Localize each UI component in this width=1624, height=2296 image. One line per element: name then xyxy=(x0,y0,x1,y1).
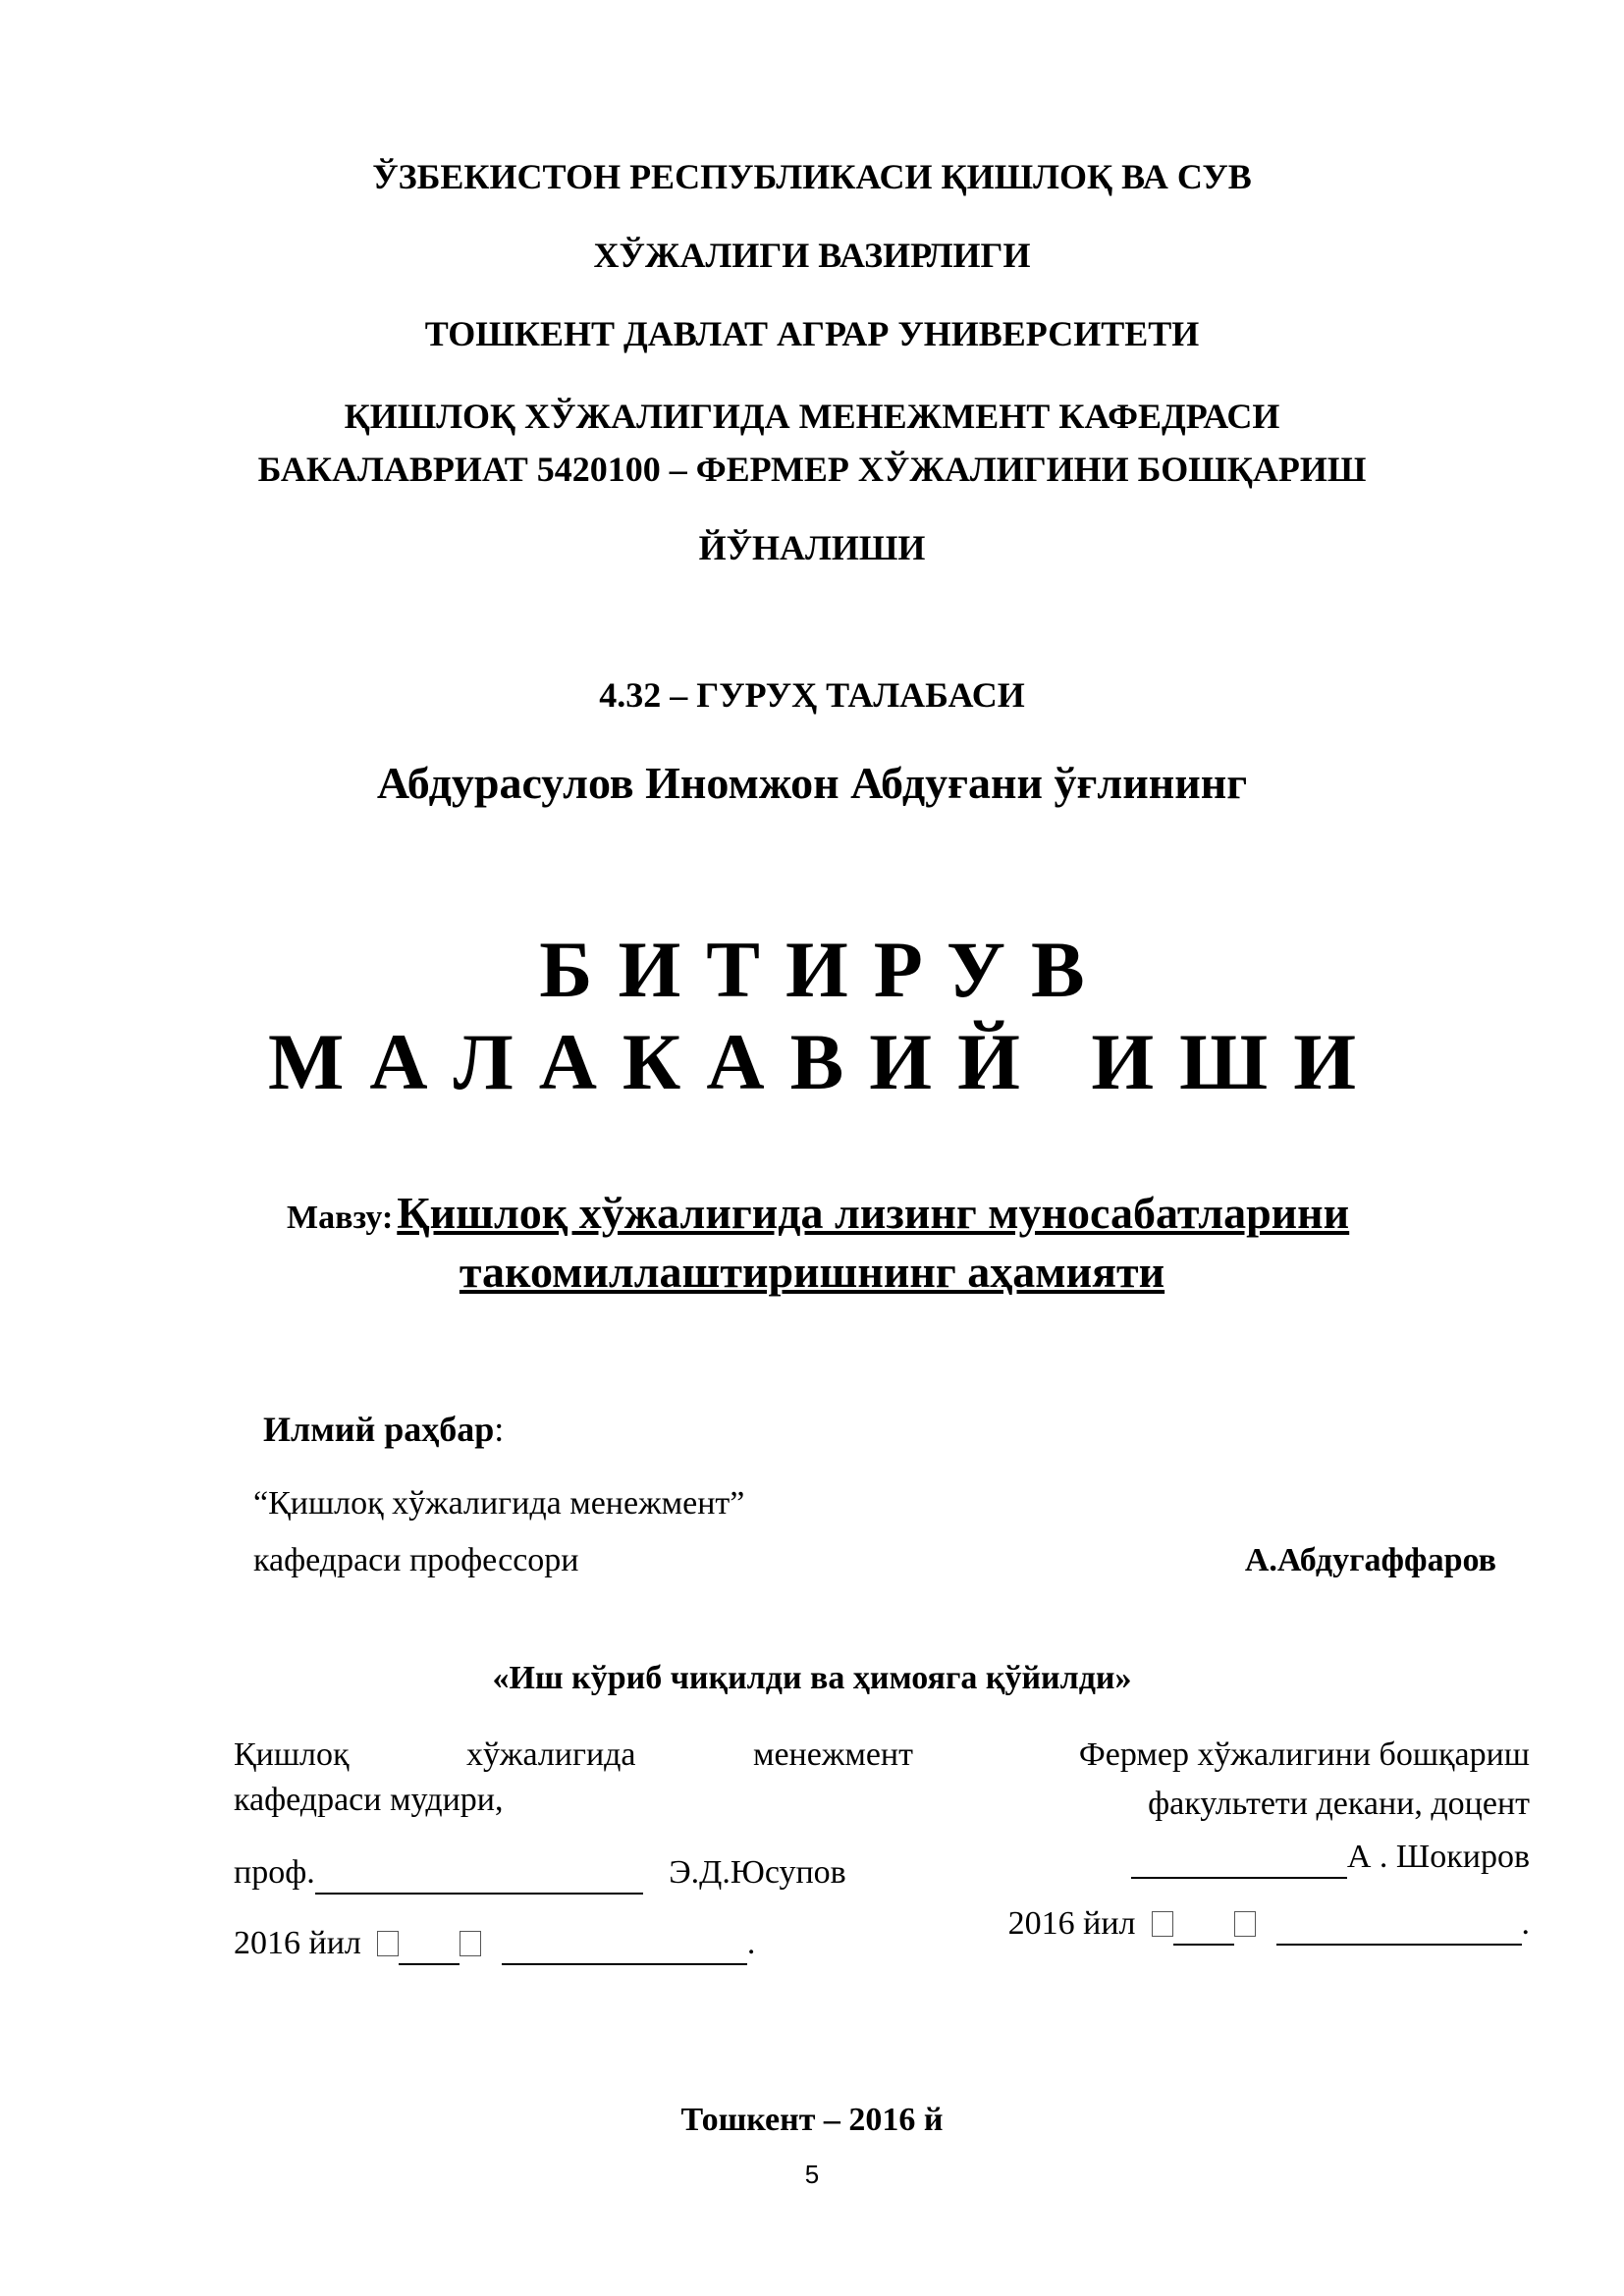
left-word-2: хўжалигида xyxy=(465,1736,636,1773)
thesis-title-line-1: БИТИРУВ xyxy=(539,925,1110,1014)
left-period: . xyxy=(746,1925,756,1961)
left-month-blank xyxy=(502,1924,747,1965)
topic-label: Мавзу xyxy=(287,1200,382,1236)
supervisor-dept-line-2: кафедраси профессори xyxy=(253,1542,579,1578)
right-open-quote-box xyxy=(1152,1911,1173,1937)
right-year: 2016 йил xyxy=(1007,1905,1136,1942)
topic-line-2 xyxy=(0,1245,1624,1310)
supervisor-heading xyxy=(263,1408,504,1451)
right-signature-blank xyxy=(1131,1838,1347,1879)
left-year: 2016 йил xyxy=(234,1925,361,1961)
left-approval-line-2: кафедраси мудири, xyxy=(234,1782,504,1818)
supervisor-name: А.Абдугаффаров xyxy=(1244,1542,1496,1578)
program-direction: ЙЎНАЛИШИ xyxy=(698,528,926,567)
right-close-quote-box xyxy=(1234,1911,1256,1937)
supervisor-label: Илмий раҳбар xyxy=(263,1410,495,1449)
left-signer-name: Э.Д.Юсупов xyxy=(669,1854,846,1891)
left-open-quote-box xyxy=(377,1931,399,1956)
left-day-blank xyxy=(399,1924,460,1965)
left-approval-line-1 xyxy=(234,1735,913,1775)
right-month-blank xyxy=(1276,1904,1522,1946)
page-number: 5 xyxy=(804,2160,820,2189)
left-close-quote-box xyxy=(460,1931,481,1956)
right-date-line xyxy=(1008,1904,1530,1946)
topic-text-1: Қишлоқ хўжалигида лизинг муносабатларини xyxy=(397,1188,1350,1238)
group-label: 4.32 – ГУРУҲ ТАЛАБАСИ xyxy=(599,675,1025,715)
right-day-blank xyxy=(1173,1904,1234,1946)
department-name: ҚИШЛОҚ ХЎЖАЛИГИДА МЕНЕЖМЕНТ КАФЕДРАСИ xyxy=(344,397,1280,436)
ministry-line-2: ХЎЖАЛИГИ ВАЗИРЛИГИ xyxy=(593,236,1031,275)
left-date-line xyxy=(234,1924,755,1965)
right-approval-line-2: факультети декани, доцент xyxy=(1148,1786,1530,1822)
right-approval-line-1: Фермер хўжалигини бошқариш xyxy=(1078,1736,1530,1773)
left-signature-line xyxy=(234,1853,846,1895)
city-year: Тошкент – 2016 й xyxy=(680,2102,944,2138)
supervisor-colon: : xyxy=(494,1410,505,1449)
university-name: ТОШКЕНТ ДАВЛАТ АГРАР УНИВЕРСИТЕТИ xyxy=(424,314,1200,353)
student-name: Абдурасулов Иномжон Абдуғани ўғлининг xyxy=(376,758,1248,808)
left-word-1: Қишлоқ xyxy=(234,1736,350,1773)
topic-text-2: такомиллаштиришнинг аҳамияти xyxy=(459,1247,1165,1297)
left-prefix: проф. xyxy=(234,1854,315,1891)
left-word-3: менежмент xyxy=(752,1736,913,1773)
right-period: . xyxy=(1521,1905,1530,1942)
topic-line-1 xyxy=(287,1186,1349,1252)
topic-colon: : xyxy=(381,1200,394,1236)
right-signature-line xyxy=(1131,1838,1530,1879)
bachelor-program: БАКАЛАВРИАТ 5420100 – ФЕРМЕР ХЎЖАЛИГИНИ БОШҚАРИШ xyxy=(257,450,1367,489)
approval-heading: «Иш кўриб чиқилди ва ҳимояга қўйилди» xyxy=(492,1660,1132,1696)
left-signature-blank xyxy=(315,1853,643,1895)
thesis-title-line-2: МАЛАКАВИЙ ИШИ xyxy=(268,1017,1381,1106)
ministry-line-1: ЎЗБЕКИСТОН РЕСПУБЛИКАСИ ҚИШЛОҚ ВА СУВ xyxy=(372,157,1252,196)
right-signer-name: А . Шокиров xyxy=(1346,1839,1530,1875)
supervisor-dept-line-1: “Қишлоқ хўжалигида менежмент” xyxy=(253,1485,745,1522)
